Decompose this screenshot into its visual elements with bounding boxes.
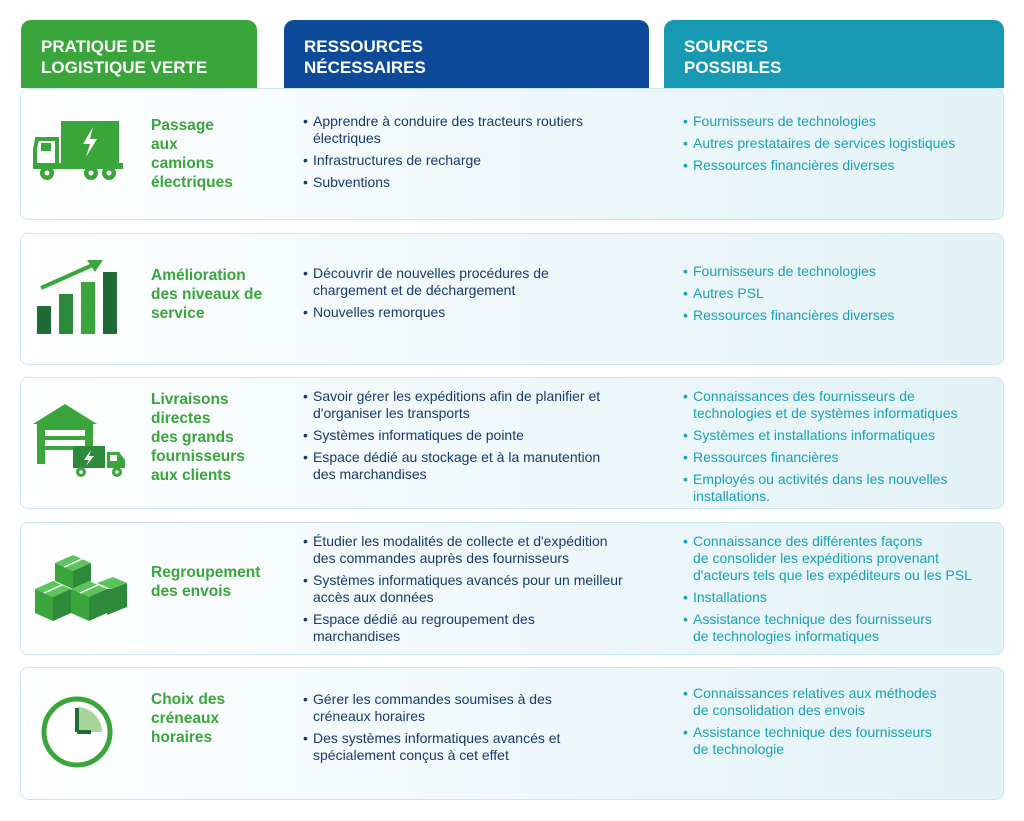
practice-label-line: Amélioration xyxy=(151,267,246,284)
header-sources-line: POSSIBLES xyxy=(684,58,782,77)
source-item-line: • Connaissance des différentes façons xyxy=(693,533,923,549)
resource-item xyxy=(303,174,653,191)
resources-list xyxy=(303,388,653,488)
resource-item xyxy=(303,730,653,764)
header-resources xyxy=(284,20,649,88)
practice-label-line: horaires xyxy=(151,729,213,746)
resource-item-line: chargement et de déchargement xyxy=(313,282,516,298)
source-item-line: • Employés ou activités dans les nouvelles xyxy=(693,471,948,487)
source-item xyxy=(683,113,1003,130)
resource-item-line: spécialement conçus à cet effet xyxy=(313,747,509,763)
practice-label-line: créneaux xyxy=(151,710,220,727)
resource-item-line: accès aux données xyxy=(313,589,434,605)
sources-list xyxy=(683,113,1003,179)
resource-item-line: • Gérer les commandes soumises à des xyxy=(313,691,552,707)
growth-chart-icon xyxy=(31,258,129,338)
practice-row xyxy=(20,522,1004,655)
resource-item-line: • Savoir gérer les expéditions afin de planifier et xyxy=(313,388,601,404)
sources-list xyxy=(683,388,1003,510)
resource-item-line: • Systèmes informatiques de pointe xyxy=(313,427,524,443)
source-item-line: • Connaissances relatives aux méthodes xyxy=(693,685,937,701)
practice-label xyxy=(151,116,281,192)
resource-item xyxy=(303,691,653,725)
practice-label-line: aux clients xyxy=(151,467,232,484)
source-item xyxy=(683,533,1003,584)
practice-label-line: camions xyxy=(151,155,214,172)
source-item xyxy=(683,471,1003,505)
source-item-line: • Ressources financières diverses xyxy=(693,307,895,323)
source-item-line: de consolider les expéditions provenant xyxy=(693,550,939,566)
source-item-line: • Connaissances des fournisseurs de xyxy=(693,388,915,404)
resource-item xyxy=(303,572,653,606)
practice-label-line: service xyxy=(151,305,205,322)
header-practice-line: LOGISTIQUE VERTE xyxy=(41,58,208,77)
header-practice xyxy=(21,20,257,88)
electric-truck-icon xyxy=(31,113,129,193)
resource-item-line: • Infrastructures de recharge xyxy=(313,152,482,168)
resource-item-line: électriques xyxy=(313,130,381,146)
resource-item-line: des commandes auprès des fournisseurs xyxy=(313,550,570,566)
source-item xyxy=(683,285,1003,302)
source-item xyxy=(683,263,1003,280)
resources-list xyxy=(303,113,653,196)
header-resources-line: NÉCESSAIRES xyxy=(304,58,426,77)
sources-list xyxy=(683,263,1003,329)
resource-item-line: • Subventions xyxy=(313,174,391,190)
resource-item-line: • Découvrir de nouvelles procédures de xyxy=(313,265,549,281)
sources-list xyxy=(683,533,1003,650)
resource-item xyxy=(303,427,653,444)
source-item xyxy=(683,307,1003,324)
resource-item xyxy=(303,152,653,169)
resource-item-line: • Espace dédié au regroupement des xyxy=(313,611,535,627)
practice-row xyxy=(20,377,1004,509)
practice-label-line: Regroupement xyxy=(151,564,261,581)
practice-label-line: fournisseurs xyxy=(151,448,245,465)
resource-item xyxy=(303,265,653,299)
source-item-line: • Autres prestataires de services logistiques xyxy=(693,135,956,151)
resource-item xyxy=(303,533,653,567)
resource-item-line: • Espace dédié au stockage et à la manutention xyxy=(313,449,601,465)
practice-label xyxy=(151,563,281,601)
source-item xyxy=(683,449,1003,466)
source-item xyxy=(683,427,1003,444)
warehouse-truck-icon xyxy=(31,400,129,480)
header-resources-line: RESSOURCES xyxy=(304,37,424,56)
practice-row xyxy=(20,233,1004,365)
source-item-line: d'acteurs tels que les expéditeurs ou les PSL xyxy=(693,567,972,583)
practice-label xyxy=(151,390,281,485)
practice-row xyxy=(20,88,1004,220)
resource-item-line: • Apprendre à conduire des tracteurs routiers xyxy=(313,113,584,129)
source-item-line: technologies et de systèmes informatiques xyxy=(693,405,958,421)
source-item xyxy=(683,157,1003,174)
resource-item xyxy=(303,113,653,147)
practice-label xyxy=(151,266,281,323)
sources-list xyxy=(683,685,1003,763)
source-item-line: • Assistance technique des fournisseurs xyxy=(693,611,932,627)
source-item-line: • Autres PSL xyxy=(693,285,764,301)
practice-label xyxy=(151,690,281,747)
boxes-icon xyxy=(31,549,129,629)
resource-item xyxy=(303,449,653,483)
practice-label-line: Passage xyxy=(151,117,214,134)
source-item-line: installations. xyxy=(693,488,771,504)
resource-item-line: marchandises xyxy=(313,628,401,644)
source-item-line: de consolidation des envois xyxy=(693,702,866,718)
source-item xyxy=(683,685,1003,719)
practice-label-line: aux xyxy=(151,136,178,153)
resource-item-line: • Étudier les modalités de collecte et d'expédition xyxy=(313,533,608,549)
source-item-line: de technologie xyxy=(693,741,785,757)
source-item xyxy=(683,135,1003,152)
clock-icon xyxy=(31,692,129,772)
practice-label-line: Choix des xyxy=(151,691,226,708)
resource-item xyxy=(303,388,653,422)
resource-item xyxy=(303,304,653,321)
source-item-line: • Ressources financières diverses xyxy=(693,157,895,173)
source-item xyxy=(683,724,1003,758)
source-item xyxy=(683,611,1003,645)
source-item-line: • Assistance technique des fournisseurs xyxy=(693,724,932,740)
resource-item-line: • Systèmes informatiques avancés pour un meilleur xyxy=(313,572,623,588)
source-item-line: de technologies informatiques xyxy=(693,628,880,644)
practice-label-line: des envois xyxy=(151,583,232,600)
practice-label-line: des niveaux de xyxy=(151,286,263,303)
source-item-line: • Systèmes et installations informatiques xyxy=(693,427,935,443)
header-practice-line: PRATIQUE DE xyxy=(41,37,156,56)
header-sources xyxy=(664,20,1004,88)
source-item xyxy=(683,388,1003,422)
resources-list xyxy=(303,265,653,326)
resource-item-line: • Nouvelles remorques xyxy=(313,304,446,320)
resource-item-line: • Des systèmes informatiques avancés et xyxy=(313,730,561,746)
practice-label-line: des grands xyxy=(151,429,234,446)
source-item-line: • Fournisseurs de technologies xyxy=(693,263,876,279)
practice-label-line: directes xyxy=(151,410,211,427)
resource-item-line: des marchandises xyxy=(313,466,427,482)
practice-label-line: électriques xyxy=(151,174,233,191)
header-sources-line: SOURCES xyxy=(684,37,769,56)
practice-label-line: Livraisons xyxy=(151,391,229,408)
source-item-line: • Ressources financières xyxy=(693,449,839,465)
resource-item xyxy=(303,611,653,645)
resources-list xyxy=(303,691,653,769)
resources-list xyxy=(303,533,653,650)
resource-item-line: d'organiser les transports xyxy=(313,405,470,421)
resource-item-line: créneaux horaires xyxy=(313,708,426,724)
practice-row xyxy=(20,667,1004,800)
source-item xyxy=(683,589,1003,606)
source-item-line: • Fournisseurs de technologies xyxy=(693,113,876,129)
source-item-line: • Installations xyxy=(693,589,767,605)
